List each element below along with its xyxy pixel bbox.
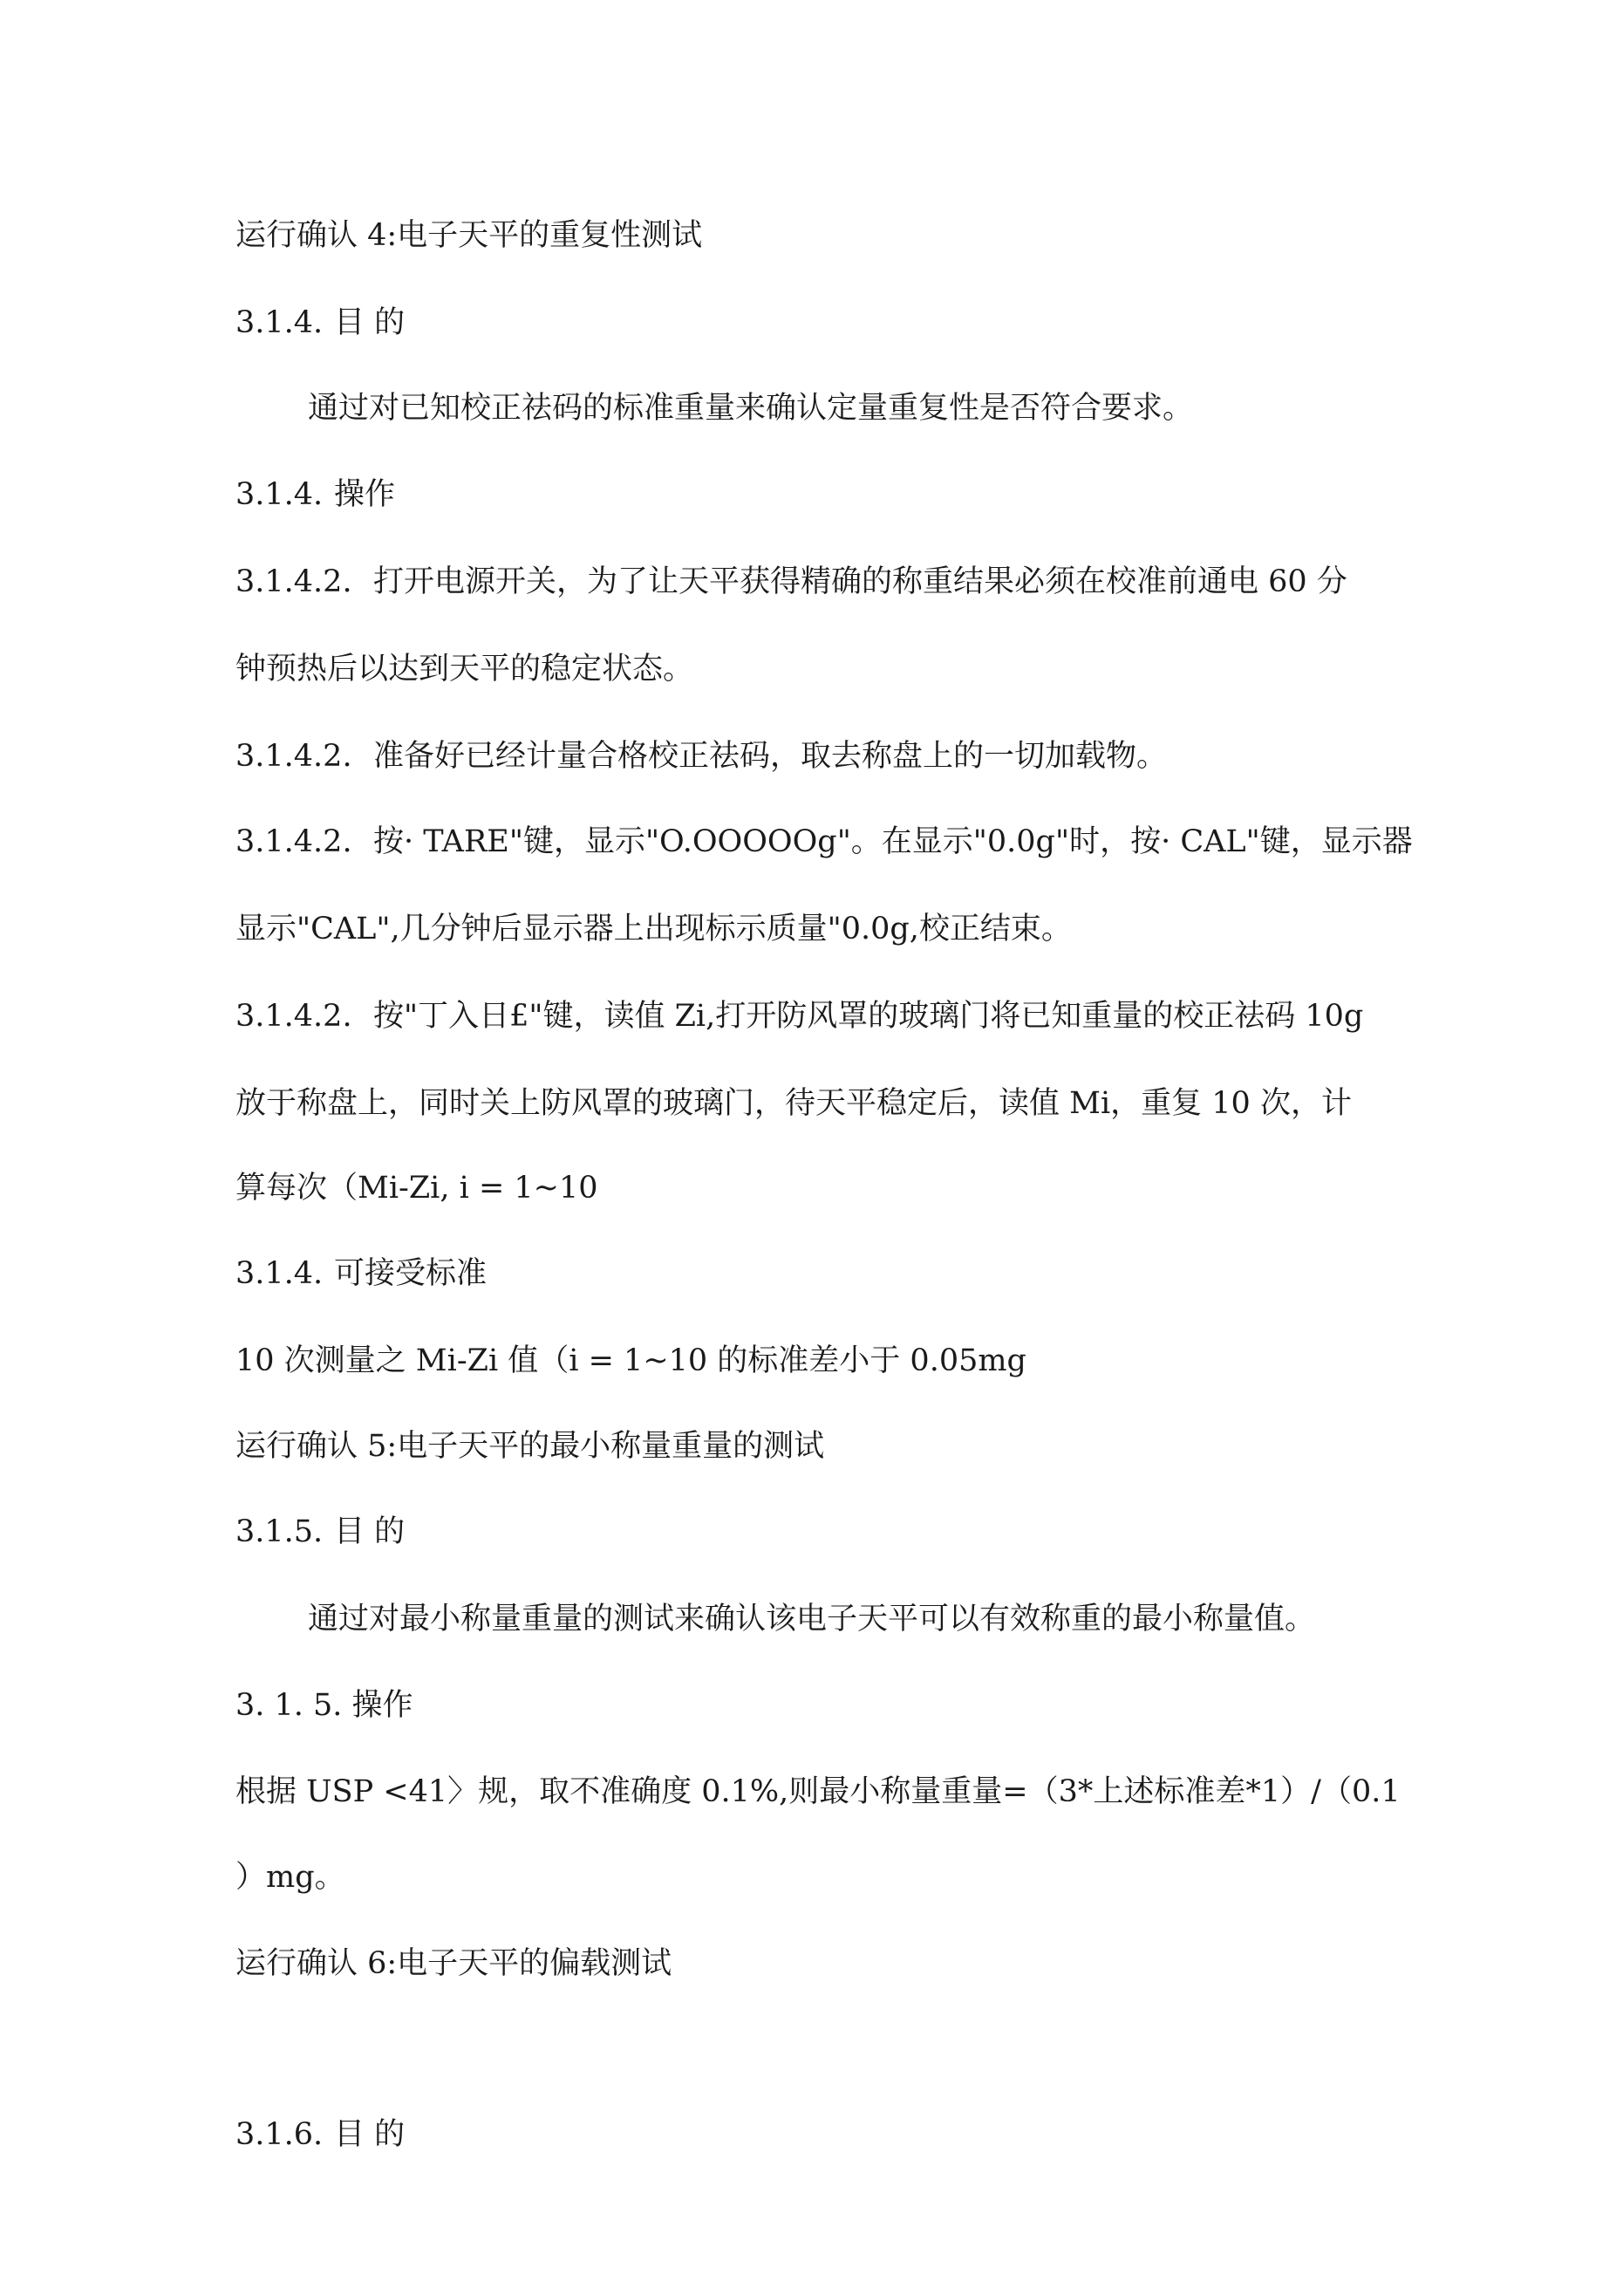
section-6-purpose-heading [235, 2115, 1404, 2154]
section-4-purpose-heading [235, 304, 1404, 342]
step-1-line-2: 钟预热后以达到天平的稳定状态。 [235, 652, 694, 687]
section-4-purpose-text: 通过对已知校正祛码的标准重量来确认定量重复性是否符合要求。 [308, 391, 1194, 426]
heading-label: 目 的 [334, 1514, 406, 1549]
section-5-purpose-text: 通过对最小称量重量的测试来确认该电子天平可以有效称重的最小称量值。 [308, 1602, 1316, 1637]
section-4-operation-heading [235, 475, 1404, 514]
step-text: 打开电源开关，为了让天平获得精确的称重结果必须在校准前通电 60 分 [373, 564, 1347, 599]
heading-label: 操作 [334, 477, 396, 512]
step-3-line-2: 显示"CAL",几分钟后显示器上出现标示质量"0.0g,校正结束。 [235, 912, 1072, 946]
section-4-acceptance-heading [235, 1254, 1404, 1293]
step-2-line-1 [235, 737, 1404, 776]
step-3-line-1 [235, 823, 1413, 861]
section-6-title: 运行确认 6:电子天平的偏载测试 [235, 1946, 672, 1981]
heading-number: 3.1.4. [235, 305, 324, 340]
step-4-line-3: 算每次（Mi-Zi, i = 1~10 [235, 1171, 598, 1206]
step-4-line-2: 放于称盘上，同时关上防风罩的玻璃门，待天平稳定后，读值 Mi，重复 10 次，计 [235, 1086, 1352, 1121]
step-1-line-1 [235, 563, 1404, 601]
step-number: 3.1.4.2. [235, 999, 352, 1034]
step-number: 3.1.4.2. [235, 824, 352, 859]
heading-label: 目 的 [334, 305, 406, 340]
step-number: 3.1.4.2. [235, 739, 352, 774]
step-number: 3.1.4.2. [235, 564, 352, 599]
step-4-line-1 [235, 997, 1404, 1035]
heading-number: 3.1.6. [235, 2117, 324, 2152]
heading-label: 目 的 [334, 2117, 406, 2152]
heading-number: 3.1.5. [235, 1514, 324, 1549]
section-5-operation-line-1: 根据 USP <41〉规，取不准确度 0.1%,则最小称量重量=（3*上述标准差*1）/（0.1 [235, 1774, 1401, 1809]
heading-number: 3.1.4. [235, 1256, 324, 1291]
section-5-operation-heading: 3. 1. 5. 操作 [235, 1688, 413, 1723]
section-5-operation-line-2: ）mg。 [235, 1860, 345, 1895]
heading-number: 3.1.4. [235, 477, 324, 512]
step-text: 按"丁入日£"键，读值 Zi,打开防风罩的玻璃门将已知重量的校正祛码 10g [373, 999, 1364, 1034]
section-4-acceptance-text: 10 次测量之 Mi-Zi 值（i = 1~10 的标准差小于 0.05mg [235, 1343, 1026, 1378]
section-5-title: 运行确认 5:电子天平的最小称量重量的测试 [235, 1429, 825, 1464]
heading-label: 可接受标准 [334, 1256, 488, 1291]
section-5-purpose-heading [235, 1513, 1404, 1551]
step-text: 准备好已经计量合格校正祛码，取去称盘上的一切加载物。 [373, 739, 1168, 774]
section-4-title: 运行确认 4:电子天平的重复性测试 [235, 218, 703, 253]
step-text: 按· TARE"键，显示"O.OOOOOg"。在显示"0.0g"时，按· CAL"键，显示器 [373, 824, 1413, 859]
